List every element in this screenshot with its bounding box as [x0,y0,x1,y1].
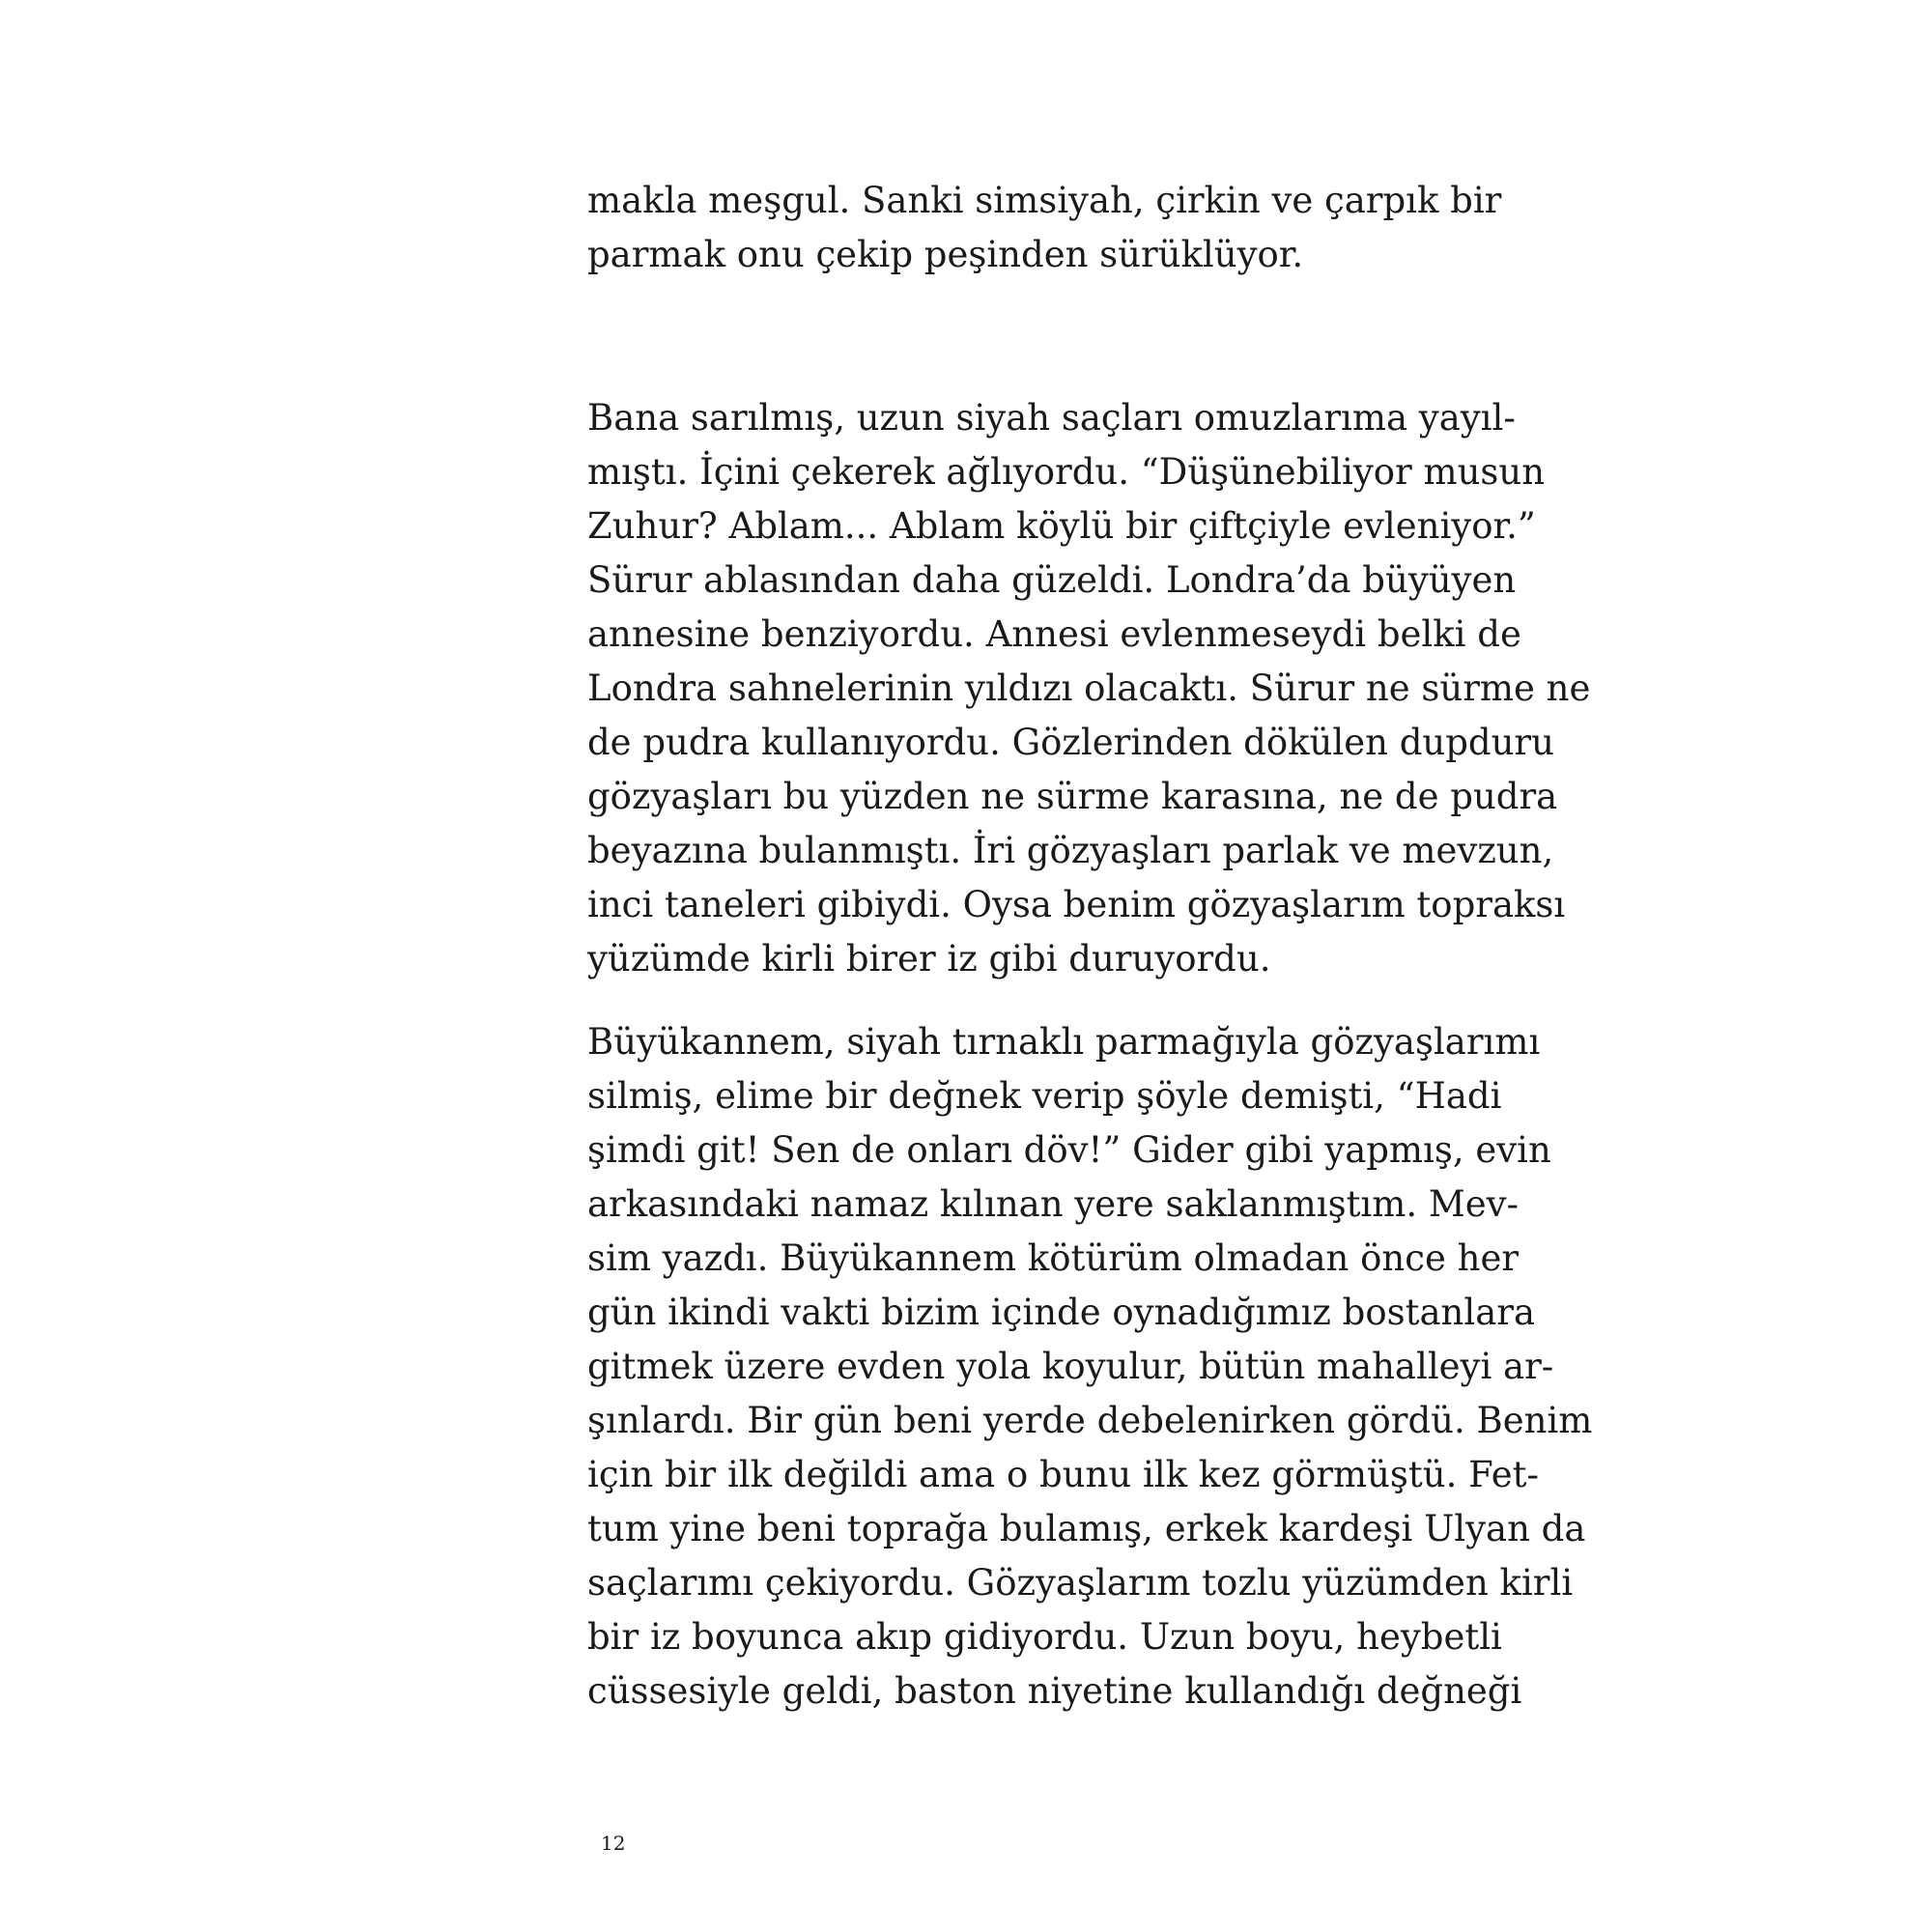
text-line: mıştı. İçini çekerek ağlıyordu. “Düşünebiliyor musun [587,451,1546,493]
text-line: Sürur ablasından daha güzeldi. Londra’da büyüyen [587,559,1517,601]
text-line: parmak onu çekip peşinden sürüklüyor. [587,234,1304,275]
text-line: arkasındaki namaz kılınan yere saklanmıştım. Mev- [587,1183,1520,1225]
text-line: Büyükannem, siyah tırnaklı parmağıyla gözyaşlarımı [587,1021,1541,1063]
text-line: de pudra kullanıyordu. Gözlerinden dökülen dupduru [587,722,1554,763]
text-line: Bana sarılmış, uzun siyah saçları omuzlarıma yayıl- [587,397,1516,439]
text-line: silmiş, elime bir değnek verip şöyle demişti, “Hadi [587,1075,1502,1117]
text-line: cüssesiyle geldi, baston niyetine kullandığı değneği [587,1670,1522,1712]
text-line: Londra sahnelerinin yıldızı olacaktı. Sürur ne sürme ne [587,668,1591,709]
paragraph-3 [587,1015,1593,1719]
text-line: gözyaşları bu yüzden ne sürme karasına, ne de pudra [587,776,1558,817]
text-line: tum yine beni toprağa bulamış, erkek kardeşi Ulyan da [587,1508,1586,1549]
text-line: bir iz boyunca akıp gidiyordu. Uzun boyu, heybetli [587,1616,1502,1658]
text-line: şınlardı. Bir gün beni yerde debelenirken gördü. Benim [587,1400,1593,1441]
text-line: saçlarımı çekiyordu. Gözyaşlarım tozlu yüzümden kirli [587,1562,1574,1604]
text-line: için bir ilk değildi ama o bunu ilk kez görmüştü. Fet- [587,1454,1540,1495]
text-line: yüzümde kirli birer iz gibi duruyordu. [587,938,1271,980]
text-line: annesine benziyordu. Annesi evlenmeseydi belki de [587,613,1521,655]
text-line: Zuhur? Ablam... Ablam köylü bir çiftçiyle evleniyor.” [587,505,1536,547]
page-number: 12 [601,1832,626,1855]
text-line: gitmek üzere evden yola koyulur, bütün mahalleyi ar- [587,1346,1554,1387]
text-line: makla meşgul. Sanki simsiyah, çirkin ve çarpık bir [587,180,1502,221]
text-line: şimdi git! Sen de onları döv!” Gider gibi yapmış, evin [587,1129,1551,1171]
text-line: sim yazdı. Büyükannem kötürüm olmadan önce her [587,1237,1520,1279]
text-line: beyazına bulanmıştı. İri gözyaşları parlak ve mevzun, [587,830,1554,871]
paragraph-1 [587,174,1502,282]
text-line: gün ikindi vakti bizim içinde oynadığımız bostanlara [587,1292,1536,1333]
paragraph-2 [587,391,1591,986]
text-line: inci taneleri gibiydi. Oysa benim gözyaşlarım topraksı [587,884,1566,925]
